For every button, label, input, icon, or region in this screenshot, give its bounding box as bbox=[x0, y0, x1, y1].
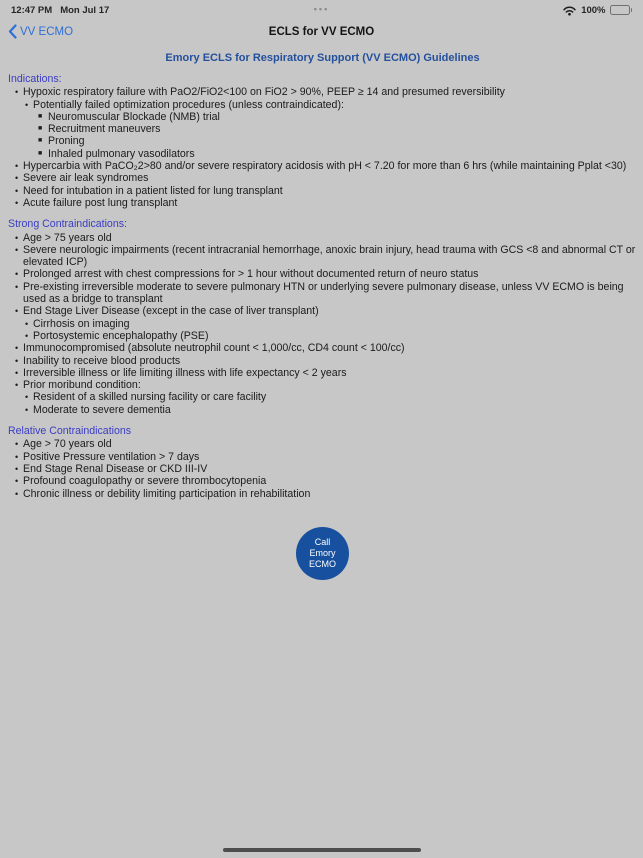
list-item-text: Irreversible illness or life limiting illness with life expectancy < 2 years bbox=[23, 366, 347, 379]
call-button-line: Emory bbox=[309, 547, 336, 558]
list-item-text: Age > 75 years old bbox=[23, 231, 112, 244]
dot-bullet-icon: • bbox=[15, 451, 19, 462]
dot-bullet-icon: • bbox=[15, 87, 19, 98]
list-item-text: Cirrhosis on imaging bbox=[33, 317, 130, 330]
list-item-text: Neuromuscular Blockade (NMB) trial bbox=[48, 110, 220, 123]
list-item-text: Inhaled pulmonary vasodilators bbox=[48, 147, 195, 160]
list-item bbox=[8, 330, 637, 342]
list-item bbox=[8, 99, 637, 111]
list-item bbox=[8, 379, 637, 391]
list-item bbox=[8, 123, 637, 135]
list-item bbox=[8, 197, 637, 209]
home-indicator[interactable] bbox=[223, 848, 421, 852]
list-item bbox=[8, 244, 637, 269]
list-item bbox=[8, 438, 637, 450]
square-bullet-icon: ■ bbox=[38, 137, 43, 145]
dot-bullet-icon: • bbox=[15, 488, 19, 499]
list-item-text: End Stage Liver Disease (except in the case of liver transplant) bbox=[23, 305, 319, 318]
clock-date: Mon Jul 17 bbox=[60, 4, 110, 16]
battery-percent: 100% bbox=[581, 4, 606, 16]
dot-bullet-icon: • bbox=[25, 99, 29, 110]
dot-bullet-icon: • bbox=[25, 330, 29, 341]
list-item bbox=[8, 185, 637, 197]
nav-bar bbox=[0, 20, 643, 48]
list-item bbox=[8, 305, 637, 317]
dot-bullet-icon: • bbox=[25, 404, 29, 415]
section-heading: Strong Contraindications: bbox=[8, 218, 127, 231]
square-bullet-icon: ■ bbox=[38, 125, 43, 133]
list-item bbox=[8, 232, 637, 244]
dot-bullet-icon: • bbox=[15, 463, 19, 474]
list-item-text: Moderate to severe dementia bbox=[33, 403, 171, 416]
list-item bbox=[8, 318, 637, 330]
list-item bbox=[8, 135, 637, 147]
dot-bullet-icon: • bbox=[15, 380, 19, 391]
list-item-text: Pre-existing irreversible moderate to severe pulmonary HTN or underlying severe pulmonary disease, unless VV ECMO is being used as a bridge to transplant bbox=[23, 280, 624, 306]
dot-bullet-icon: • bbox=[15, 197, 19, 208]
list-item-text: Severe neurologic impairments (recent intracranial hemorrhage, anoxic brain injury, head trauma with GCS <8 and abnormal CT or elevated ICP) bbox=[23, 243, 636, 269]
square-bullet-icon: ■ bbox=[38, 149, 43, 157]
list-item bbox=[8, 148, 637, 160]
clock-time: 12:47 PM bbox=[11, 4, 53, 16]
section-heading: Indications: bbox=[8, 73, 62, 85]
list-item-text: Age > 70 years old bbox=[23, 438, 112, 451]
wifi-icon bbox=[562, 5, 577, 16]
section-heading: Relative Contraindications bbox=[8, 425, 132, 438]
list-item bbox=[8, 475, 637, 487]
status-left bbox=[11, 5, 109, 16]
dot-bullet-icon: • bbox=[15, 173, 19, 184]
list-item bbox=[8, 268, 637, 280]
list-item bbox=[8, 281, 637, 306]
dot-bullet-icon: • bbox=[25, 392, 29, 403]
list-item-text: Immunocompromised (absolute neutrophil count < 1,000/cc, CD4 count < 100/cc) bbox=[23, 342, 405, 355]
dot-bullet-icon: • bbox=[15, 306, 19, 317]
list-item-text: Chronic illness or debility limiting participation in rehabilitation bbox=[23, 487, 311, 500]
list-item bbox=[8, 160, 637, 172]
list-item bbox=[8, 342, 637, 354]
dot-bullet-icon: • bbox=[15, 269, 19, 280]
dot-bullet-icon: • bbox=[15, 185, 19, 196]
list-item bbox=[8, 86, 637, 98]
dot-bullet-icon: • bbox=[25, 318, 29, 329]
multitask-dots-icon: ••• bbox=[313, 4, 330, 14]
list-item-text: Prolonged arrest with chest compressions for > 1 hour without documented return of neuro status bbox=[23, 268, 479, 281]
status-right bbox=[562, 5, 632, 16]
page-title: Emory ECLS for Respiratory Support (VV ECMO) Guidelines bbox=[165, 52, 480, 64]
back-button-label: VV ECMO bbox=[20, 25, 74, 38]
list-item bbox=[8, 488, 637, 500]
dot-bullet-icon: • bbox=[15, 281, 19, 292]
dot-bullet-icon: • bbox=[15, 232, 19, 243]
list-item bbox=[8, 111, 637, 123]
list-item-text: Resident of a skilled nursing facility or care facility bbox=[33, 391, 267, 404]
list-item-text: Acute failure post lung transplant bbox=[23, 196, 178, 209]
dot-bullet-icon: • bbox=[15, 355, 19, 366]
list-item-text: Potentially failed optimization procedures (unless contraindicated): bbox=[33, 98, 344, 111]
dot-bullet-icon: • bbox=[15, 161, 19, 172]
square-bullet-icon: ■ bbox=[38, 112, 43, 120]
list-item-text: Severe air leak syndromes bbox=[23, 172, 149, 185]
list-item bbox=[8, 463, 637, 475]
list-item bbox=[8, 367, 637, 379]
document-content bbox=[0, 48, 643, 580]
list-item-text: Prior moribund condition: bbox=[23, 379, 141, 392]
list-item bbox=[8, 404, 637, 416]
call-button-line: Call bbox=[314, 536, 331, 547]
battery-icon bbox=[610, 5, 633, 15]
list-item-text: End Stage Renal Disease or CKD III-IV bbox=[23, 462, 208, 475]
list-item-text: Positive Pressure ventilation > 7 days bbox=[23, 450, 200, 463]
list-item-text: Profound coagulopathy or severe thrombocytopenia bbox=[23, 475, 267, 488]
list-item-text: Hypoxic respiratory failure with PaO2/FiO2<100 on FiO2 > 90%, PEEP ≥ 14 and presumed reversibility bbox=[23, 86, 505, 99]
content-sections bbox=[8, 73, 637, 500]
list-item-text: Hypercarbia with PaCO₂2>80 and/or severe respiratory acidosis with pH < 7.20 for more than 6 hrs (while maintaining Pplat <30) bbox=[23, 160, 627, 173]
list-item-text: Inability to receive blood products bbox=[23, 354, 181, 367]
list-item-text: Need for intubation in a patient listed for lung transplant bbox=[23, 184, 283, 197]
list-item bbox=[8, 391, 637, 403]
list-item bbox=[8, 172, 637, 184]
call-button-line: ECMO bbox=[309, 558, 336, 569]
dot-bullet-icon: • bbox=[15, 244, 19, 255]
dot-bullet-icon: • bbox=[15, 439, 19, 450]
dot-bullet-icon: • bbox=[15, 476, 19, 487]
dot-bullet-icon: • bbox=[15, 367, 19, 378]
list-item bbox=[8, 355, 637, 367]
call-emory-ecmo-button[interactable] bbox=[296, 527, 349, 580]
list-item-text: Proning bbox=[48, 135, 85, 148]
dot-bullet-icon: • bbox=[15, 343, 19, 354]
list-item-text: Recruitment maneuvers bbox=[48, 123, 161, 136]
nav-title: ECLS for VV ECMO bbox=[268, 26, 375, 38]
list-item bbox=[8, 451, 637, 463]
status-bar bbox=[0, 0, 643, 20]
list-item-text: Portosystemic encephalopathy (PSE) bbox=[33, 329, 209, 342]
